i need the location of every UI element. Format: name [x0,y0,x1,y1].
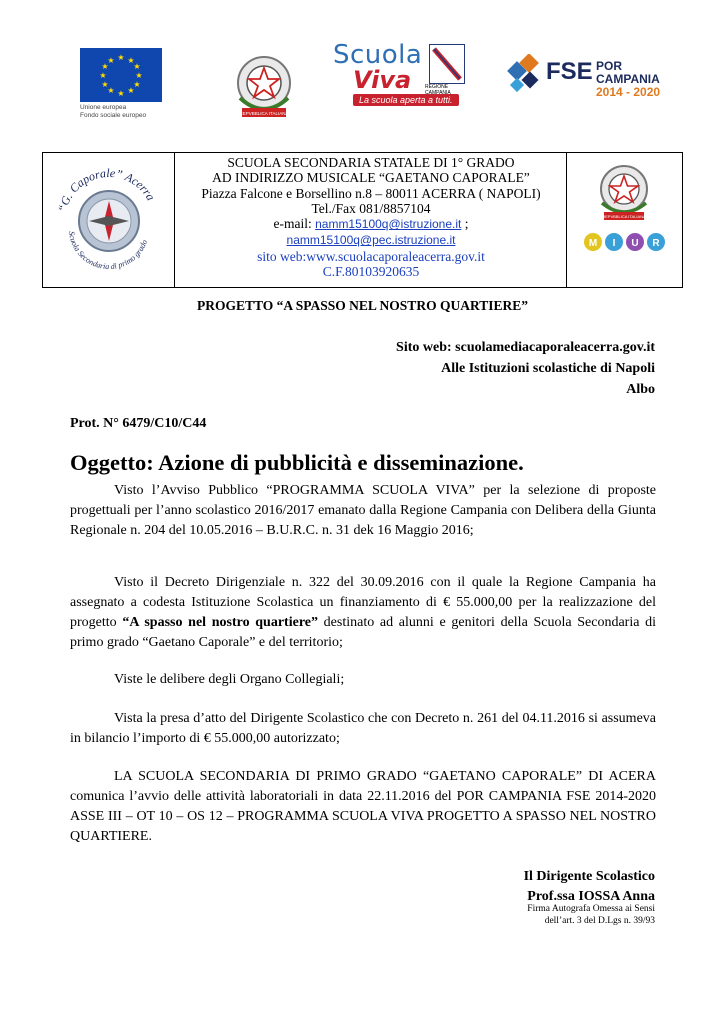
project-title: PROGETTO “A SPASSO NEL NOSTRO QUARTIERE” [197,298,528,313]
svg-text:★: ★ [101,62,109,71]
italian-emblem-icon [593,159,655,227]
scuola-viva-logo: Scuola Viva La scuola aperta a tutti. REGIONE CAMPANIA [333,42,473,108]
svg-text:★: ★ [127,86,135,95]
signature-note: Firma Autografa Omessa ai Sensi dell’art. 3 del D.Lgs n. 39/93 [527,904,655,926]
recipients-line: Alle Istituzioni scolastiche di Napoli [441,361,655,376]
svg-text:I: I [612,238,616,249]
school-cf: C.F.80103920635 [322,264,420,280]
eu-flag-icon [80,48,162,102]
fse-por-logo: FSE POR CAMPANIA 2014 - 2020 [506,50,666,100]
paragraph-decreto: Visto il Decreto Dirigenziale n. 322 del 30.09.2016 con il quale la Regione Campania ha assegnato a codesta Istituzione Scolastica un finanziamento di € 55.000,00 per la realizzazione del progetto “A spasso nel nostro quartiere” destinato ad alunni e genitori della Scuola Secondaria di primo grado “Gaetano Caporale” e del territorio; [70,575,657,650]
svg-text:★: ★ [117,89,125,98]
svg-text:R: R [652,238,660,249]
protocol-number: Prot. N° 6479/C10/C44 [70,416,207,431]
svg-text:“G. Caporale” Acerra: “G. Caporale” Acerra [55,165,159,214]
svg-text:U: U [631,238,639,249]
school-header-table [42,152,683,288]
pec-link[interactable]: namm15100q@pec.istruzione.it [286,233,456,248]
subject-heading: Oggetto: Azione di pubblicità e disseminazione. [70,450,524,475]
svg-text:★: ★ [117,53,125,62]
svg-text:Scuola Secondaria di primo gra: Scuola Secondaria di primo grado [67,230,150,272]
svg-text:★: ★ [127,56,135,65]
svg-text:★: ★ [135,71,143,80]
school-subtitle-line: AD INDIRIZZO MUSICALE “GAETANO CAPORALE” [212,170,530,186]
svg-text:★: ★ [99,71,107,80]
recipients-block [396,337,655,400]
school-info [175,155,567,279]
paragraph-avviso: Visto l’Avviso Pubblico “PROGRAMMA SCUOLA VIVA” per la selezione di proposte progettuali per l’anno scolastico 2016/2017 emanato dalla Regione Campania con Delibera della Giunta Regionale n. 204 del 10.05.2016 – B.U.R.C. n. 31 dek 16 Maggio 2016; [70,483,656,538]
svg-text:REPVBBLICA ITALIANA: REPVBBLICA ITALIANA [602,214,646,219]
svg-text:REPVBBLICA ITALIANA: REPVBBLICA ITALIANA [239,111,289,116]
signature-title: Il Dirigente Scolastico [523,869,655,884]
miur-logo-icon [581,231,669,253]
paragraph-comunicazione: LA SCUOLA SECONDARIA DI PRIMO GRADO “GAETANO CAPORALE” DI ACERA comunica l’avvio delle attività laboratoriali in data 22.11.2016 del POR CAMPANIA FSE 2014-2020 ASSE III – OT 10 – OS 12 – PROGRAMMA SCUOLA VIVA PROGETTO A SPASSO NEL NOSTRO QUARTIERE. [70,769,656,844]
school-address: Piazza Falcone e Borsellino n.8 – 80011 ACERRA ( NAPOLI) [201,185,541,201]
eu-logo [80,48,162,124]
website-line: Sito web: scuolamediacaporaleacerra.gov.it [396,340,655,355]
svg-text:★: ★ [101,80,109,89]
svg-text:★: ★ [133,80,141,89]
school-website[interactable]: sito web:www.scuolacaporaleacerra.gov.it [257,248,485,264]
svg-text:★: ★ [107,86,115,95]
school-name-line: SCUOLA SECONDARIA STATALE DI 1° GRADO [227,155,515,170]
email-link[interactable]: namm15100q@istruzione.it [315,217,462,232]
paragraph-delibere: Viste le delibere degli Organo Collegiali; [114,672,345,687]
school-email-line: e-mail: namm15100q@istruzione.it ; [273,216,469,232]
italian-emblem-icon [230,50,298,124]
paragraph-presa-atto: Vista la presa d’atto del Dirigente Scolastico che con Decreto n. 261 del 04.11.2016 si assumeva in bilancio l’importo di € 55.000,00 autorizzato; [70,711,656,746]
svg-text:★: ★ [133,62,141,71]
signature-block [524,867,655,907]
school-seal-cell [43,153,175,287]
school-phone: Tel./Fax 081/8857104 [311,200,431,216]
regione-campania-icon [429,44,465,84]
eu-caption: Unione europea Fondo sociale europeo [80,104,147,119]
svg-text:M: M [588,238,598,249]
fse-mark-icon [506,54,544,96]
school-seal-icon [43,153,174,287]
svg-text:★: ★ [107,56,115,65]
albo-line: Albo [626,382,655,397]
signature-name: Prof.ssa IOSSA Anna [527,889,655,904]
republic-emblem-cell [566,153,682,287]
